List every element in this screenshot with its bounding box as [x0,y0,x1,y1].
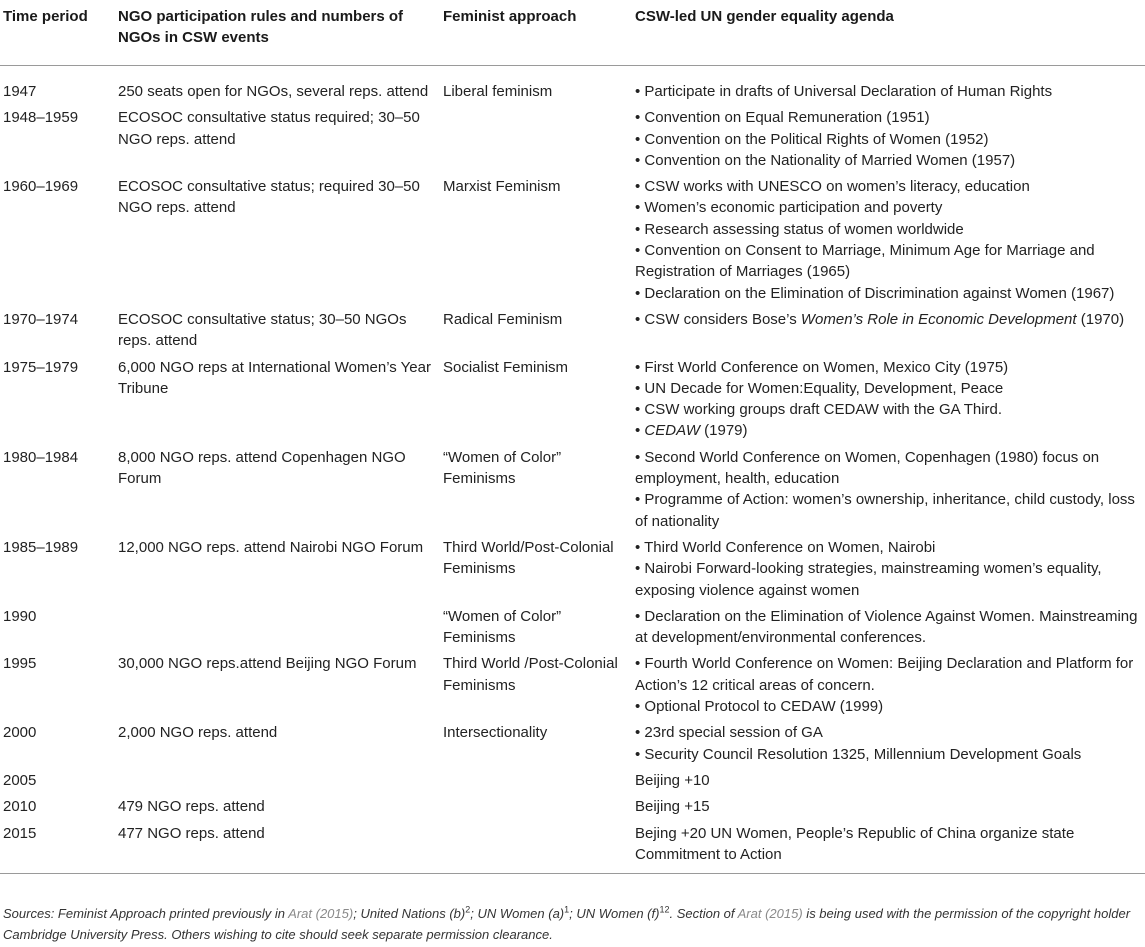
footnote-ref[interactable]: 1 [564,904,570,915]
cell-agenda [631,66,1145,108]
agenda-item: • 23rd special session of GA [635,724,823,742]
cell-approach: Third World/Post-Colonial Feminisms [443,538,614,578]
header-gender-agenda: CSW-led UN gender equality agenda [631,6,1145,66]
agenda-item: • CSW works with UNESCO on women’s literacy, education [635,178,1030,196]
cell-ngo: 8,000 NGO reps. attend Copenhagen NGO Forum [118,448,406,488]
agenda-text: (1970) [1076,310,1125,328]
agenda-list [635,722,1141,765]
footnote-ref[interactable]: 12 [659,904,670,915]
header-feminist-approach: Feminist approach [439,6,631,66]
cell-approach: Radical Feminism [443,310,563,328]
table-row [0,653,1145,722]
cell-agenda [631,770,1145,796]
cell-ngo: 2,000 NGO reps. attend [118,724,278,742]
cell-ngo: ECOSOC consultative status required; 30–50 NGO reps. attend [118,109,420,148]
cell-ngo: ECOSOC consultative status; required 30–50 NGO reps. attend [118,178,420,217]
cell-ngo [114,606,439,654]
cell-ngo: 12,000 NGO reps. attend Nairobi NGO Forum [118,538,424,556]
cell-time: 2010 [3,798,37,816]
agenda-item: • Security Council Resolution 1325, Millennium Development Goals [635,745,1082,763]
cell-time: 1948–1959 [3,109,79,127]
table-row [0,606,1145,654]
agenda-list [635,357,1141,442]
agenda-item: Beijing +15 [635,798,710,816]
cell-approach: “Women of Color” Feminisms [443,607,562,647]
cell-agenda [631,606,1145,654]
cell-agenda [631,309,1145,357]
agenda-item: • Convention on the Nationality of Married Women (1957) [635,151,1016,169]
agenda-item: • Optional Protocol to CEDAW (1999) [635,698,884,716]
table-row [0,357,1145,447]
cell-approach: Socialist Feminism [443,358,569,376]
citation-link-arat[interactable]: Arat (2015) [737,906,803,921]
table-row [0,107,1145,176]
csw-ngo-table [0,6,1145,874]
footnote-text: Sources: Feminist Approach printed previously in [3,906,289,921]
cell-ngo: 6,000 NGO reps at International Women’s Year Tribune [118,358,431,397]
agenda-item: • First World Conference on Women, Mexico City (1975) [635,358,1009,376]
agenda-item: • Convention on the Political Rights of Women (1952) [635,130,989,148]
table-footnote [3,903,1143,945]
agenda-list [635,796,1141,817]
table-body [0,66,1145,874]
agenda-item: • Research assessing status of women worldwide [635,220,964,238]
cell-approach [439,823,631,874]
cell-agenda [631,176,1145,309]
cell-approach [439,796,631,822]
cell-time: 1990 [3,607,37,625]
table-header [0,6,1145,66]
footnote-text: ; UN Women (a) [470,906,565,921]
cell-agenda [631,823,1145,874]
agenda-item: • Participate in drafts of Universal Declaration of Human Rights [635,83,1053,100]
agenda-item: • Third World Conference on Women, Nairobi [635,538,936,556]
header-time-period: Time period [0,6,114,66]
citation-link-arat[interactable]: Arat (2015) [288,906,354,921]
cell-agenda [631,447,1145,537]
footnote-text: ; UN Women (f) [569,906,660,921]
cell-time: 2015 [0,823,114,874]
cell-ngo: ECOSOC consultative status; 30–50 NGOs reps. attend [118,310,407,350]
agenda-list [635,770,1141,791]
agenda-item [635,309,1141,330]
agenda-item: • Convention on Consent to Marriage, Minimum Age for Marriage and Registration of Marriages (1965) [635,242,1095,281]
cell-agenda [631,107,1145,176]
agenda-item: • Nairobi Forward-looking strategies, mainstreaming women’s equality, exposing violence against women [635,560,1102,599]
cell-approach: Intersectionality [443,724,548,742]
agenda-item: • Programme of Action: women’s ownership, inheritance, child custody, loss of nationality [635,491,1135,530]
agenda-item: • UN Decade for Women:Equality, Development, Peace [635,379,1004,397]
header-row [0,6,1145,66]
cell-time: 1985–1989 [3,538,79,556]
footnote-text: is being used with the permission of the copyright holder Cambridge University Press. Others wishing to cite should seek separate permission clearance. [3,906,1131,942]
cell-ngo: 479 NGO reps. attend [118,798,265,816]
table-row [0,823,1145,874]
agenda-list [635,447,1141,532]
agenda-item: • Declaration on the Elimination of Violence Against Women. Mainstreaming at development/environmental conferences. [635,607,1138,647]
cell-time: 1975–1979 [3,358,79,376]
table-row [0,447,1145,537]
cell-ngo: 30,000 NGO reps.attend Beijing NGO Forum [118,655,417,673]
cell-time: 1960–1969 [3,178,79,196]
agenda-item: • Fourth World Conference on Women: Beijing Declaration and Platform for Action’s 12 critical areas of concern. [635,655,1134,694]
table-row [0,537,1145,606]
header-ngo-participation: NGO participation rules and numbers of NGOs in CSW events [114,6,439,66]
cell-approach: “Women of Color” Feminisms [443,448,562,488]
agenda-text: • CSW considers Bose’s [635,310,801,328]
cell-agenda [631,796,1145,822]
cell-ngo [114,770,439,796]
cell-time: 1970–1974 [3,310,79,328]
agenda-list [635,823,1141,866]
cedaw-title: CEDAW [644,422,700,440]
book-title: Women’s Role in Economic Development [800,310,1077,328]
agenda-item [635,420,1141,441]
table-row [0,176,1145,309]
footnote-ref[interactable]: 2 [465,904,471,915]
agenda-list [635,309,1141,330]
cell-time: 2005 [3,771,37,789]
agenda-item: Bejing +20 UN Women, People’s Republic of China organize state Commitment to Action [635,824,1075,863]
agenda-item: • Declaration on the Elimination of Discrimination against Women (1967) [635,284,1115,302]
cell-approach: Marxist Feminism [443,178,561,196]
table-row [0,796,1145,822]
agenda-list [635,537,1141,601]
agenda-list [635,606,1141,649]
agenda-list [635,176,1141,304]
footnote-text: . Section of [669,906,738,921]
cell-agenda [631,653,1145,722]
cell-time: 1947 [3,83,37,100]
table-row [0,722,1145,770]
footnote-text: ; United Nations (b) [353,906,466,921]
cell-time: 1995 [3,655,37,673]
cell-ngo: 477 NGO reps. attend [114,823,439,874]
cell-agenda [631,357,1145,447]
agenda-list [635,653,1141,717]
table-row [0,770,1145,796]
agenda-text: • [635,422,645,440]
agenda-item: Beijing +10 [635,771,710,789]
cell-agenda [631,722,1145,770]
cell-time: 2000 [3,724,37,742]
cell-approach [439,770,631,796]
cell-ngo: 250 seats open for NGOs, several reps. attend [118,83,429,100]
table-row [0,309,1145,357]
agenda-item: • Second World Conference on Women, Copenhagen (1980) focus on employment, health, education [635,448,1100,488]
cell-time: 1980–1984 [3,448,79,466]
cell-approach: Third World /Post-Colonial Feminisms [443,655,618,694]
agenda-text: (1979) [699,422,748,440]
agenda-item: • Women’s economic participation and poverty [635,199,943,217]
cell-approach: Liberal feminism [443,83,553,100]
cell-approach [439,107,631,176]
cell-agenda [631,537,1145,606]
table-row [0,66,1145,108]
agenda-list [635,81,1141,102]
agenda-item: • Convention on Equal Remuneration (1951) [635,109,930,127]
agenda-list [635,107,1141,171]
agenda-item: • CSW working groups draft CEDAW with the GA Third. [635,401,1003,419]
